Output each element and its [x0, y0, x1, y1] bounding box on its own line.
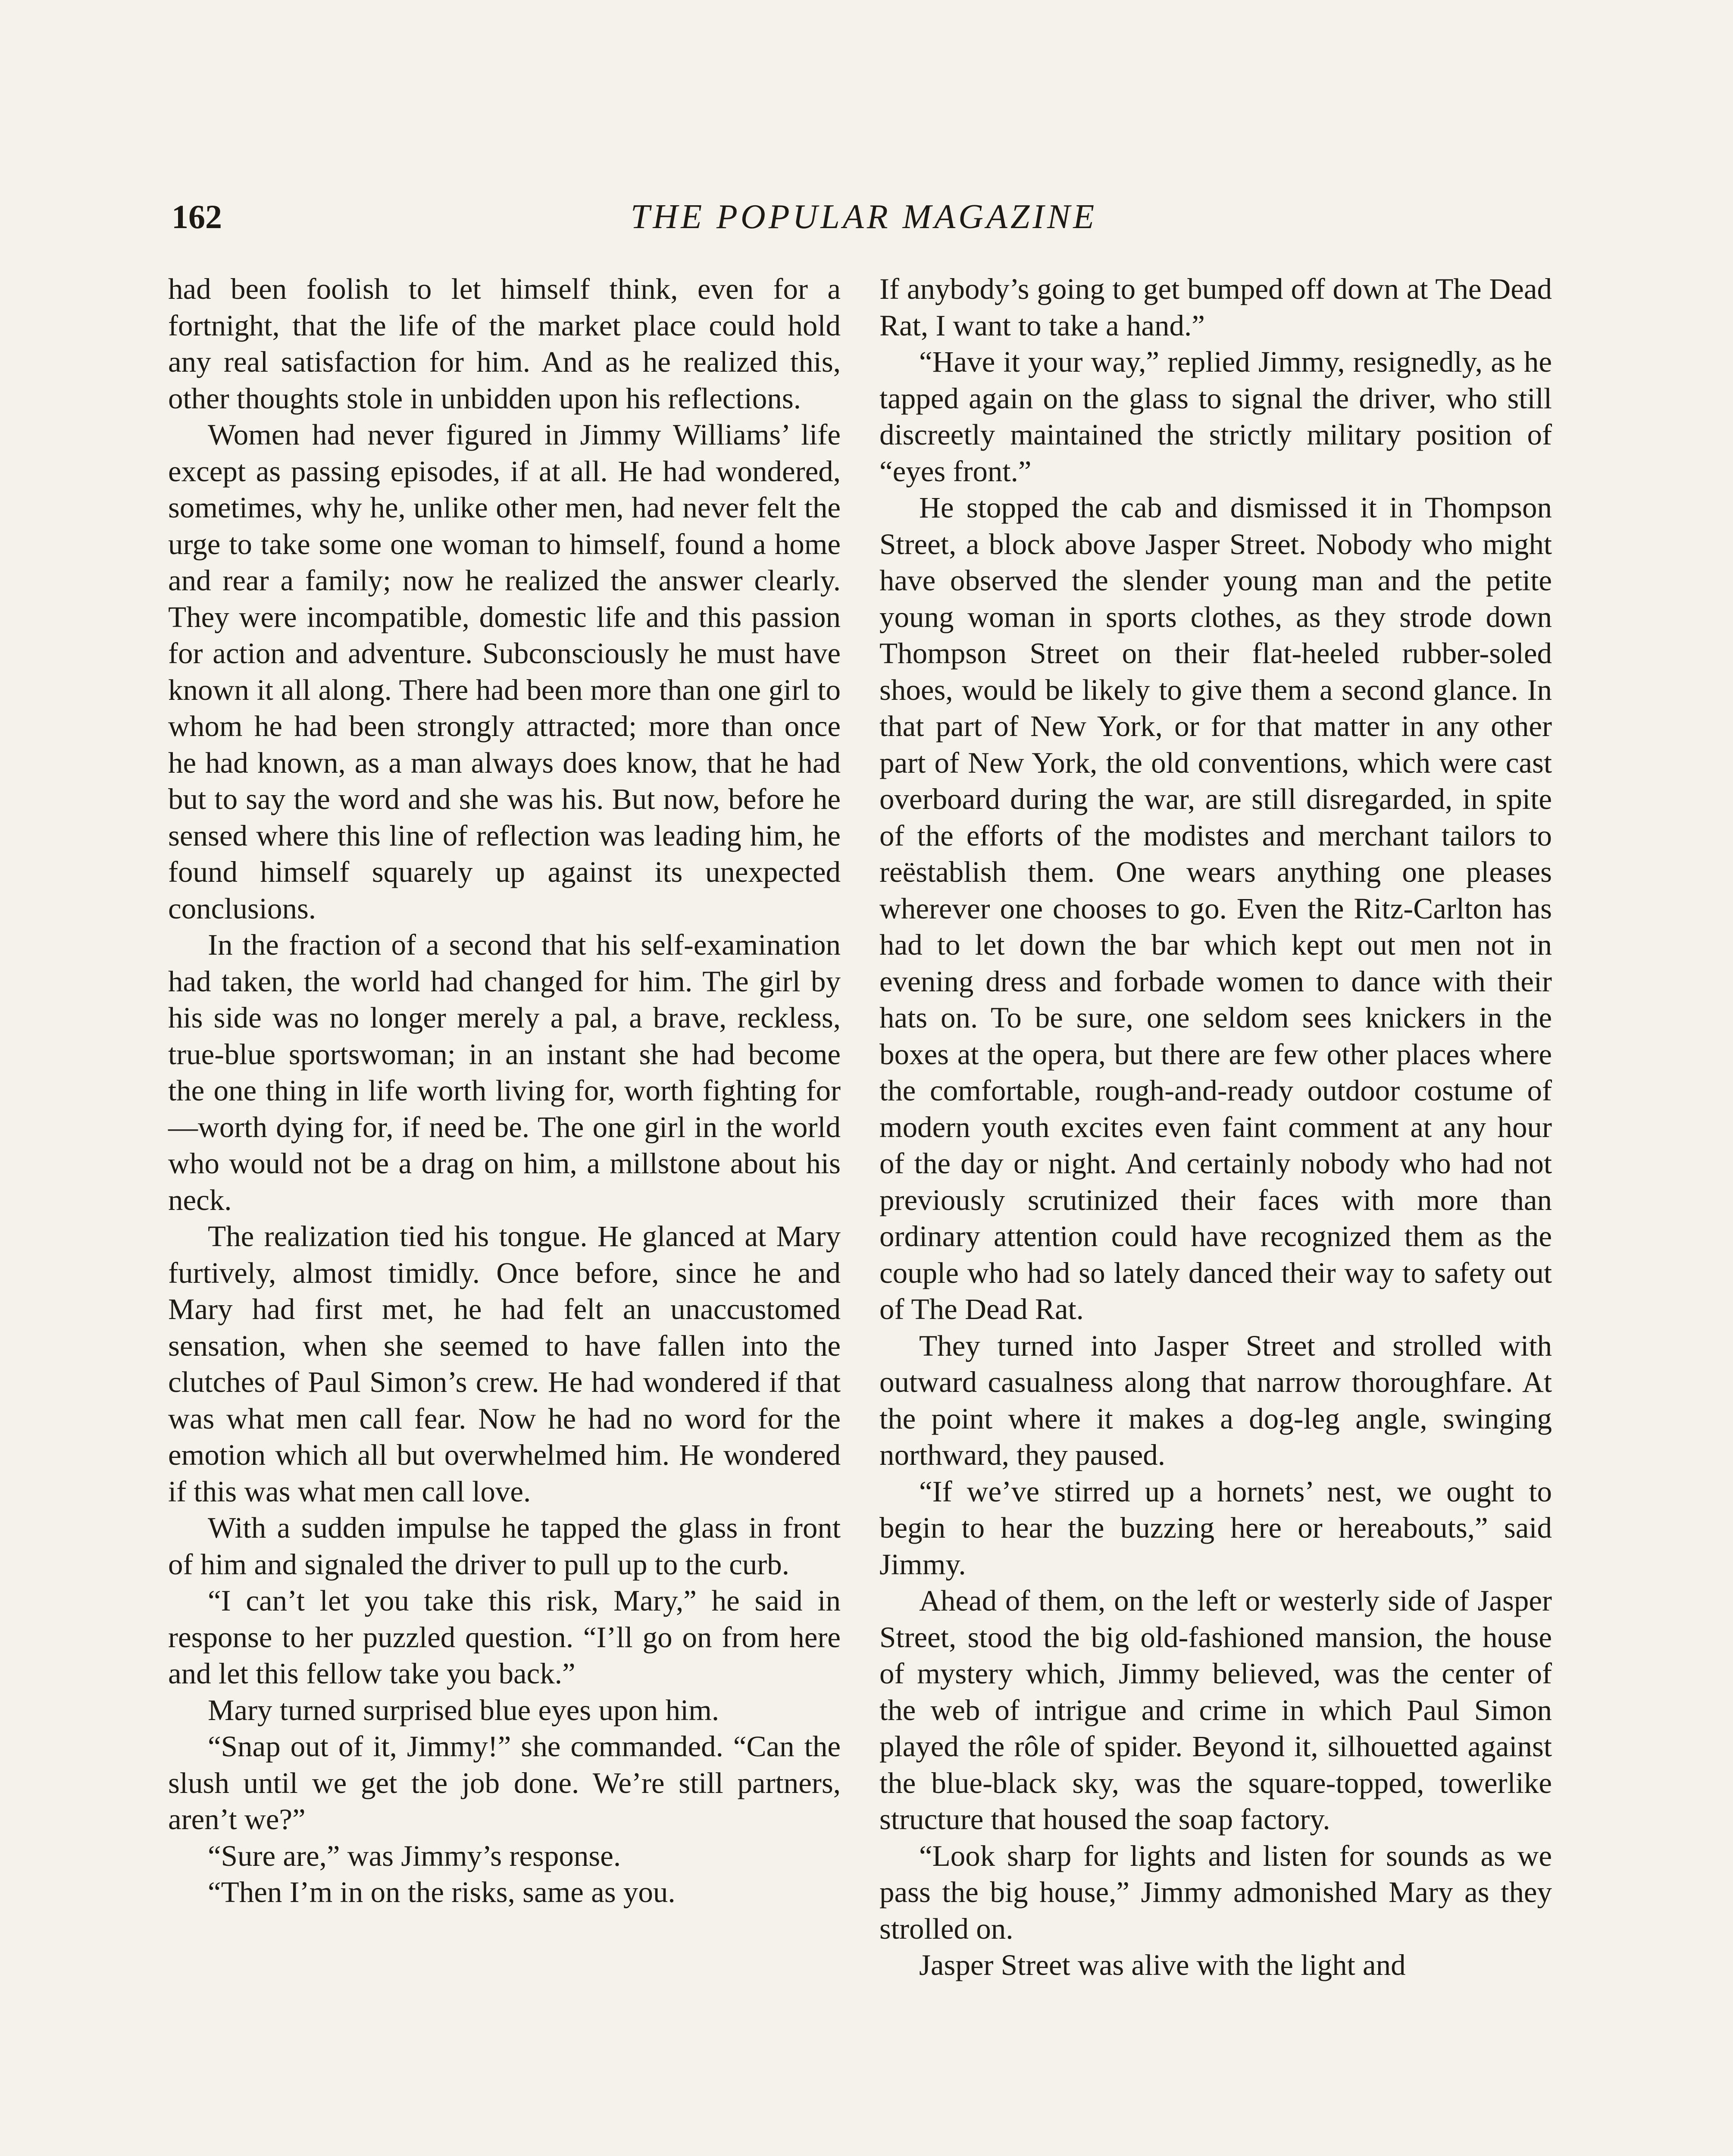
paragraph: “Snap out of it, Jimmy!” she commanded. “Can the slush until we get the job done. We’re still partners, aren’t we?” — [168, 1730, 841, 1836]
paragraph: “If we’ve stirred up a hornets’ nest, we ought to begin to hear the buzzing here or hereabouts,” said Jimmy. — [879, 1475, 1552, 1581]
paragraph: They turned into Jasper Street and strolled with outward casualness along that narrow thoroughfare. At the point where it makes a dog-leg angle, swinging northward, they paused. — [879, 1329, 1552, 1471]
paragraph: The realization tied his tongue. He glanced at Mary furtively, almost timidly. Once before, since he and Mary had first met, he had felt an unaccustomed sensation, when she seemed to have fallen into the clutches of Paul Simon’s crew. He had wondered if that was what men call fear. Now he had no word for the emotion which all but overwhelmed him. He wondered if this was what men call love. — [168, 1220, 841, 1508]
paragraph: “I can’t let you take this risk, Mary,” he said in response to her puzzled question. “I’ll go on from here and let this fellow take you back.” — [168, 1584, 841, 1690]
paragraph: He stopped the cab and dismissed it in Thompson Street, a block above Jasper Street. Nobody who might have observed the slender young man and the petite young woman in sports clothes, as they strode down Thompson Street on their flat-heeled rubber-soled shoes, would be likely to give them a second glance. In that part of New York, or for that matter in any other part of New York, the old conventions, which were cast overboard during the war, are still disregarded, in spite of the efforts of the modistes and merchant tailors to reëstablish them. One wears anything one pleases wherever one chooses to go. Even the Ritz-Carlton has had to let down the bar which kept out men not in evening dress and forbade women to dance with their hats on. To be sure, one seldom sees knickers in the boxes at the opera, but there are few other places where the comfortable, rough-and-ready outdoor costume of modern youth excites even faint comment at any hour of the day or night. And certainly nobody who had not previously scrutinized their faces with more than ordinary attention could have recognized them as the couple who had so lately danced their way to safety out of The Dead Rat. — [879, 491, 1552, 1326]
paragraph: had been foolish to let himself think, even for a fortnight, that the life of the market place could hold any real satisfaction for him. And as he realized this, other thoughts stole in unbidden upon his reflections. — [168, 273, 841, 415]
paragraph: Jasper Street was alive with the light and — [919, 1949, 1406, 1981]
page-header — [172, 193, 1556, 241]
paragraph: In the fraction of a second that his self-examination had taken, the world had changed for him. The girl by his side was no longer merely a pal, a brave, reckless, true-blue sportswoman; in an instant she had become the one thing in life worth living for, worth fighting for—worth dying for, if need be. The one girl in the world who would not be a drag on him, a millstone about his neck. — [168, 928, 841, 1216]
running-title: THE POPULAR MAGAZINE — [630, 198, 1098, 236]
paragraph: Women had never figured in Jimmy Williams’ life except as passing episodes, if at all. He had wondered, sometimes, why he, unlike other men, had never felt the urge to take some one woman to himself, found a home and rear a family; now he realized the answer clearly. They were incompatible, domestic life and this passion for action and adventure. Subconsciously he must have known it all along. There had been more than one girl to whom he had been strongly attracted; more than once he had known, as a man always does know, that he had but to say the word and she was his. But now, before he sensed where this line of reflection was leading him, he found himself squarely up against its unexpected conclusions. — [168, 418, 841, 925]
paragraph: With a sudden impulse he tapped the glass in front of him and signaled the driver to pull up to the curb. — [168, 1511, 841, 1581]
right-column — [879, 271, 1552, 1984]
page-number: 162 — [172, 198, 222, 235]
paragraph: If anybody’s going to get bumped off down at The Dead Rat, I want to take a hand.” — [879, 273, 1552, 342]
paragraph: “Then I’m in on the risks, same as you. — [208, 1876, 676, 1908]
paragraph: “Have it your way,” replied Jimmy, resignedly, as he tapped again on the glass to signal the driver, who still discreetly maintained the strictly military position of “eyes front.” — [879, 345, 1552, 488]
left-column — [168, 271, 841, 1911]
paragraph: Ahead of them, on the left or westerly side of Jasper Street, stood the big old-fashioned mansion, the house of mystery which, Jimmy believed, was the center of the web of intrigue and crime in which Paul Simon played the rôle of spider. Beyond it, silhouetted against the blue-black sky, was the square-topped, towerlike structure that housed the soap factory. — [879, 1584, 1552, 1836]
paragraph: Mary turned surprised blue eyes upon him. — [208, 1693, 719, 1727]
paragraph: “Look sharp for lights and listen for sounds as we pass the big house,” Jimmy admonished Mary as they strolled on. — [879, 1839, 1552, 1945]
paragraph: “Sure are,” was Jimmy’s response. — [208, 1839, 621, 1872]
